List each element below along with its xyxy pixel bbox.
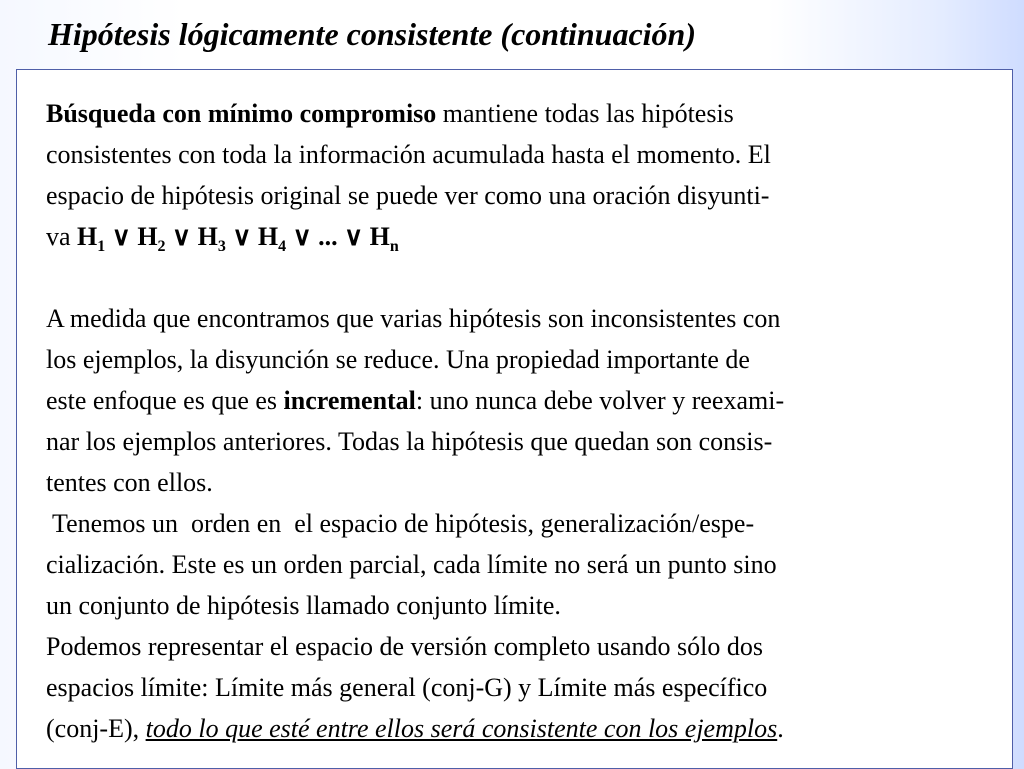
- p2-line-5: tentes con ellos.: [46, 468, 213, 497]
- underlined-conclusion: todo lo que esté entre ellos será consistente con los ejemplos: [145, 714, 778, 743]
- p1-line-3: espacio de hipótesis original se puede ver como una oración disyunti-: [46, 181, 770, 210]
- slide-title: Hipótesis lógicamente consistente (continuación): [48, 16, 696, 52]
- bold-term-busqueda: Búsqueda con mínimo compromiso: [46, 99, 437, 128]
- p1-line-2: consistentes con toda la información acumulada hasta el momento. El: [46, 140, 771, 169]
- p2-line-3: este enfoque es que es incremental: uno nunca debe volver y reexami-: [46, 386, 785, 415]
- p4-line-2: espacios límite: Límite más general (conj-G) y Límite más específico: [46, 673, 768, 702]
- p1-line-1: Búsqueda con mínimo compromiso mantiene todas las hipótesis: [46, 99, 734, 128]
- p2-line-2: los ejemplos, la disyunción se reduce. Una propiedad importante de: [46, 345, 750, 374]
- p3-line-1: Tenemos un orden en el espacio de hipótesis, generalización/espe-: [46, 509, 755, 538]
- p4-line-3: (conj-E), todo lo que esté entre ellos será consistente con los ejemplos.: [46, 714, 784, 743]
- p3-line-3: un conjunto de hipótesis llamado conjunto límite.: [46, 591, 561, 620]
- p4-line-1: Podemos representar el espacio de versión completo usando sólo dos: [46, 632, 763, 661]
- bold-term-incremental: incremental: [283, 386, 416, 415]
- disjunction-formula: $H_1$ ∨ $H_2$ ∨ $H_3$ ∨ $H_4$ ∨ ... ∨ $H_n$: [77, 222, 399, 255]
- blank-line: [46, 257, 1016, 298]
- p2-line-4: nar los ejemplos anteriores. Todas la hipótesis que quedan son consis-: [46, 427, 773, 456]
- p3-line-2: cialización. Este es un orden parcial, cada límite no será un punto sino: [46, 550, 777, 579]
- p2-line-1: A medida que encontramos que varias hipótesis son inconsistentes con: [46, 304, 781, 333]
- body-text: [46, 93, 1016, 749]
- p1-line-4: va $H_1$ ∨ $H_2$ ∨ $H_3$ ∨ $H_4$ ∨ ... ∨ $H_n$: [46, 222, 399, 255]
